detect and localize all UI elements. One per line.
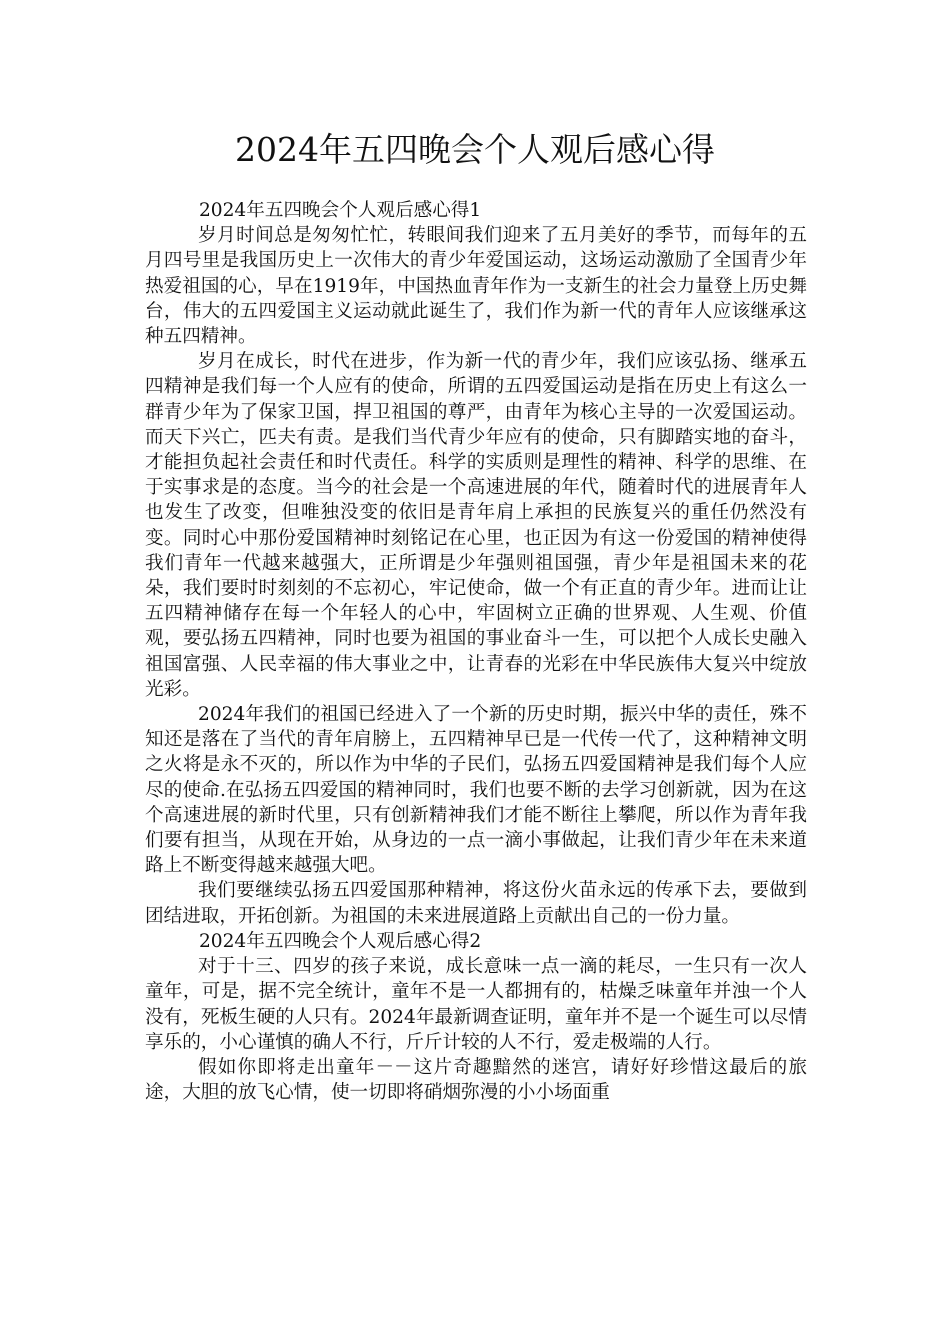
document-title: 2024年五四晚会个人观后感心得 [235, 130, 715, 169]
paragraph: 2024年我们的祖国已经进入了一个新的历史时期，振兴中华的责任，殊不知还是落在了当代的青年肩膀上，五四精神早已是一代传一代了，这种精神文明之火将是永不灭的，所以作为中华的子民们，弘扬五四爱国精神是我们每个人应尽的使命.在弘扬五四爱国的精神同时，我们也要不断的去学习创新就，因为在这个高速进展的新时代里，只有创新精神我们才能不断往上攀爬，所以作为青年我们要有担当，从现在开始，从身边的一点一滴小事做起，让我们青少年在未来道路上不断变得越来越强大吧。 [145, 704, 807, 877]
paragraph: 假如你即将走出童年－－这片奇趣黯然的迷宫，请好好珍惜这最后的旅途，大胆的放飞心情，使一切即将硝烟弥漫的小小场面重 [145, 1056, 807, 1104]
paragraph: 对于十三、四岁的孩子来说，成长意味一点一滴的耗尽，一生只有一次人童年，可是，据不完全统计，童年不是一人都拥有的，枯燥乏味童年并浊一个人没有，死板生硬的人只有。2024年最新调查证明，童年并不是一个诞生可以尽情享乐的，小心谨慎的确人不行，斤斤计较的人不行，爱走极端的人行。 [145, 956, 807, 1053]
section-heading-1: 2024年五四晚会个人观后感心得1 [198, 200, 482, 221]
paragraph: 岁月时间总是匆匆忙忙，转眼间我们迎来了五月美好的季节，而每年的五月四号里是我国历史上一次伟大的青少年爱国运动，这场运动激励了全国青少年热爱祖国的心，早在1919年，中国热血青年作为一支新生的社会力量登上历史舞台，伟大的五四爱国主义运动就此诞生了，我们作为新一代的青年人应该继承这种五四精神。 [145, 225, 807, 348]
paragraph: 我们要继续弘扬五四爱国那种精神，将这份火苗永远的传承下去，要做到团结进取，开拓创新。为祖国的未来进展道路上贡献出自己的一份力量。 [145, 880, 807, 927]
paragraph: 岁月在成长，时代在进步，作为新一代的青少年，我们应该弘扬、继承五四精神是我们每一个人应有的使命，所谓的五四爱国运动是指在历史上有这么一群青少年为了保家卫国，捍卫祖国的尊严，由青年为核心主导的一次爱国运动。而天下兴亡，匹夫有责。是我们当代青少年应有的使命，只有脚踏实地的奋斗，才能担负起社会责任和时代责任。科学的实质则是理性的精神、科学的思维、在于实事求是的态度。当今的社会是一个高速进展的年代，随着时代的进展青年人也发生了改变，但唯独没变的依旧是青年肩上承担的民族复兴的重任仍然没有变。同时心中那份爱国精神时刻铭记在心里，也正因为有这一份爱国的精神使得我们青年一代越来越强大，正所谓是少年强则祖国强，青少年是祖国未来的花朵，我们要时时刻刻的不忘初心，牢记使命，做一个有正直的青少年。进而让让五四精神储存在每一个年轻人的心中，牢固树立正确的世界观、人生观、价值观，要弘扬五四精神，同时也要为祖国的事业奋斗一生，可以把个人成长史融入祖国富强、人民幸福的伟大事业之中，让青春的光彩在中华民族伟大复兴中绽放光彩。 [145, 351, 807, 700]
section-heading-2: 2024年五四晚会个人观后感心得2 [198, 930, 482, 952]
document-body [145, 198, 807, 1105]
